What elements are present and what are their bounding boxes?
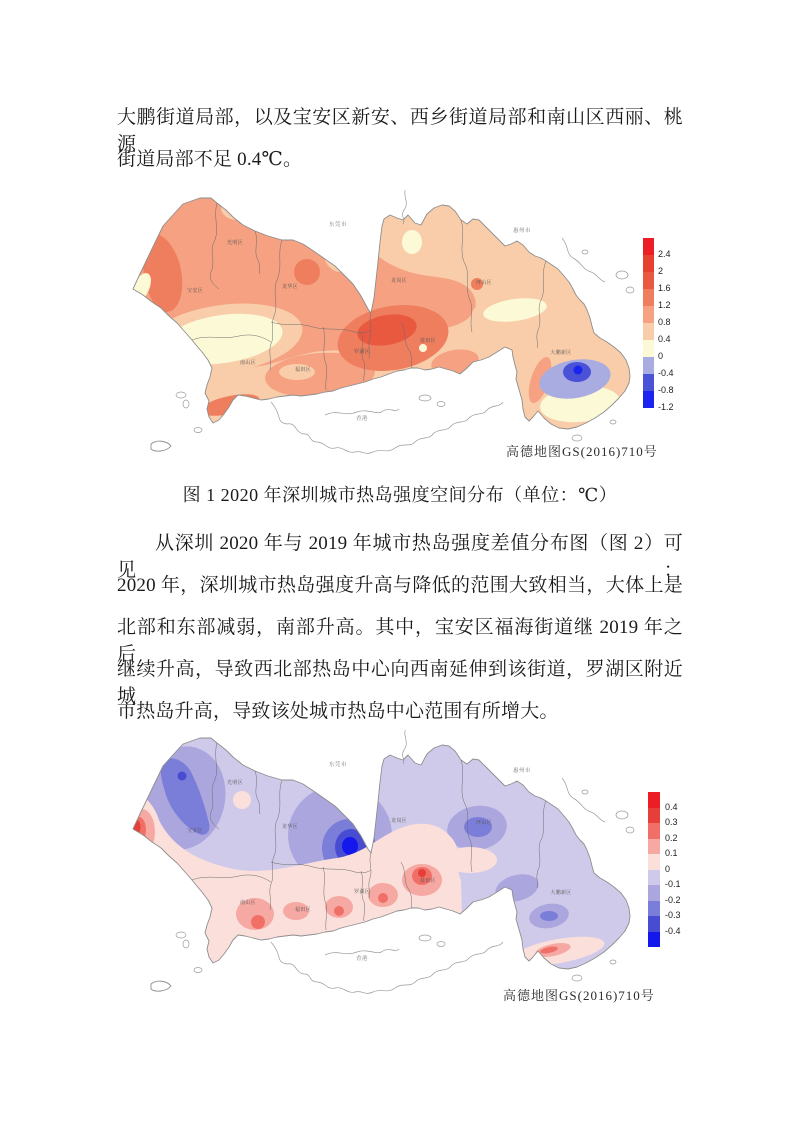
legend-tick: -0.8: [658, 385, 674, 395]
legend-tick: 0.3: [665, 817, 678, 827]
label-guangming: 光明区: [227, 781, 243, 786]
label-dapeng: 大鹏新区: [550, 351, 572, 356]
legend-color-cell: [648, 916, 660, 932]
legend-color-cell: [643, 340, 654, 357]
legend-tick: 0.2: [665, 833, 678, 843]
legend-tick: -0.4: [665, 926, 681, 936]
legend-tick: 1.2: [658, 300, 671, 310]
island-southwest: [151, 441, 171, 451]
legend-color-cell: [643, 391, 654, 408]
amap-watermark: 高德地图GS(2016)710号: [503, 988, 655, 1003]
label-luohu: 罗湖区: [354, 890, 370, 895]
label-hongkong: 香港: [355, 416, 369, 422]
paragraph-line: 从深圳 2020 年与 2019 年城市热岛强度差值分布图（图 2）可见：: [117, 533, 683, 581]
legend-tick: 0.8: [658, 317, 671, 327]
colorbar-legend-figure2: [648, 792, 681, 947]
heat-island-difference-map: [125, 730, 645, 1020]
legend-color-cell: [648, 932, 660, 948]
figure1-caption: 图 1 2020 年深圳城市热岛强度空间分布（单位：℃）: [182, 485, 618, 505]
label-yantian: 盐田区: [420, 879, 436, 884]
label-baoan: 宝安区: [187, 289, 203, 294]
label-yantian: 盐田区: [420, 339, 436, 344]
label-pingshan: 坪山区: [476, 821, 492, 826]
legend-color-cell: [648, 901, 660, 917]
legend-color-cell: [648, 854, 660, 870]
legend-tick: -0.3: [665, 910, 681, 920]
legend-tick: 0.1: [665, 848, 678, 858]
label-longgang: 龙岗区: [391, 279, 407, 284]
legend-tick: 0: [665, 864, 671, 874]
island-southwest: [151, 981, 171, 991]
legend-color-cell: [648, 808, 660, 824]
paragraph-line: 大鹏街道局部，以及宝安区新安、西乡街道局部和南山区西丽、桃源: [117, 107, 683, 155]
label-baoan: 宝安区: [187, 829, 203, 834]
legend-tick: 1.6: [658, 283, 671, 293]
amap-watermark: 高德地图GS(2016)710号: [506, 444, 658, 459]
legend-tick: -0.1: [665, 879, 681, 889]
label-huizhou: 惠州市: [512, 768, 532, 774]
label-huizhou: 惠州市: [512, 228, 532, 234]
label-guangming: 光明区: [227, 241, 243, 246]
label-longgang: 龙岗区: [391, 819, 407, 824]
legend-tick: -0.2: [665, 895, 681, 905]
paragraph-line: 北部和东部减弱，南部升高。其中，宝安区福海街道继 2019 年之后: [117, 617, 683, 665]
paragraph-line: 街道局部不足 0.4℃。: [117, 149, 303, 170]
legend-tick: 0.4: [665, 802, 678, 812]
legend-tick: 0: [658, 351, 664, 361]
legend-color-cell: [643, 289, 654, 306]
legend-color-cell: [648, 885, 660, 901]
label-pingshan: 坪山区: [476, 281, 492, 286]
label-luohu: 罗湖区: [354, 350, 370, 355]
label-dapeng: 大鹏新区: [550, 891, 572, 896]
legend-color-cell: [648, 792, 660, 808]
label-dongguan: 东莞市: [328, 222, 348, 228]
label-longhua: 龙华区: [282, 285, 298, 290]
paragraph-line: 2020 年，深圳城市热岛强度升高与降低的范围大致相当，大体上是: [117, 575, 683, 596]
label-nanshan: 南山区: [240, 361, 256, 366]
legend-tick: -0.4: [658, 368, 674, 378]
legend-color-cell: [643, 238, 654, 255]
map2-fill-layers: [125, 730, 645, 1020]
label-futian: 福田区: [295, 908, 311, 913]
legend-color-cell: [643, 374, 654, 391]
legend-color-cell: [643, 255, 654, 272]
label-nanshan: 南山区: [240, 901, 256, 906]
legend-tick: 2.4: [658, 249, 671, 259]
legend-color-cell: [643, 272, 654, 289]
label-hongkong: 香港: [355, 956, 369, 962]
label-futian: 福田区: [295, 368, 311, 373]
legend-tick: 2: [658, 266, 664, 276]
legend-color-cell: [648, 870, 660, 886]
legend-color-cell: [648, 823, 660, 839]
map1-fill-layers: [125, 190, 645, 480]
paragraph-line: 市热岛升高，导致该处城市热岛中心范围有所增大。: [117, 701, 559, 722]
legend-color-cell: [643, 306, 654, 323]
legend-tick: -1.2: [658, 402, 674, 412]
paragraph-line: 继续升高，导致西北部热岛中心向西南延伸到该街道，罗湖区附近城: [117, 659, 683, 707]
colorbar-legend-figure1: [643, 238, 674, 412]
legend-color-cell: [648, 839, 660, 855]
heat-island-map-2020: [125, 190, 645, 480]
legend-color-cell: [643, 357, 654, 374]
label-longhua: 龙华区: [282, 825, 298, 830]
legend-tick: 0.4: [658, 334, 671, 344]
legend-color-cell: [643, 323, 654, 340]
label-dongguan: 东莞市: [328, 762, 348, 768]
